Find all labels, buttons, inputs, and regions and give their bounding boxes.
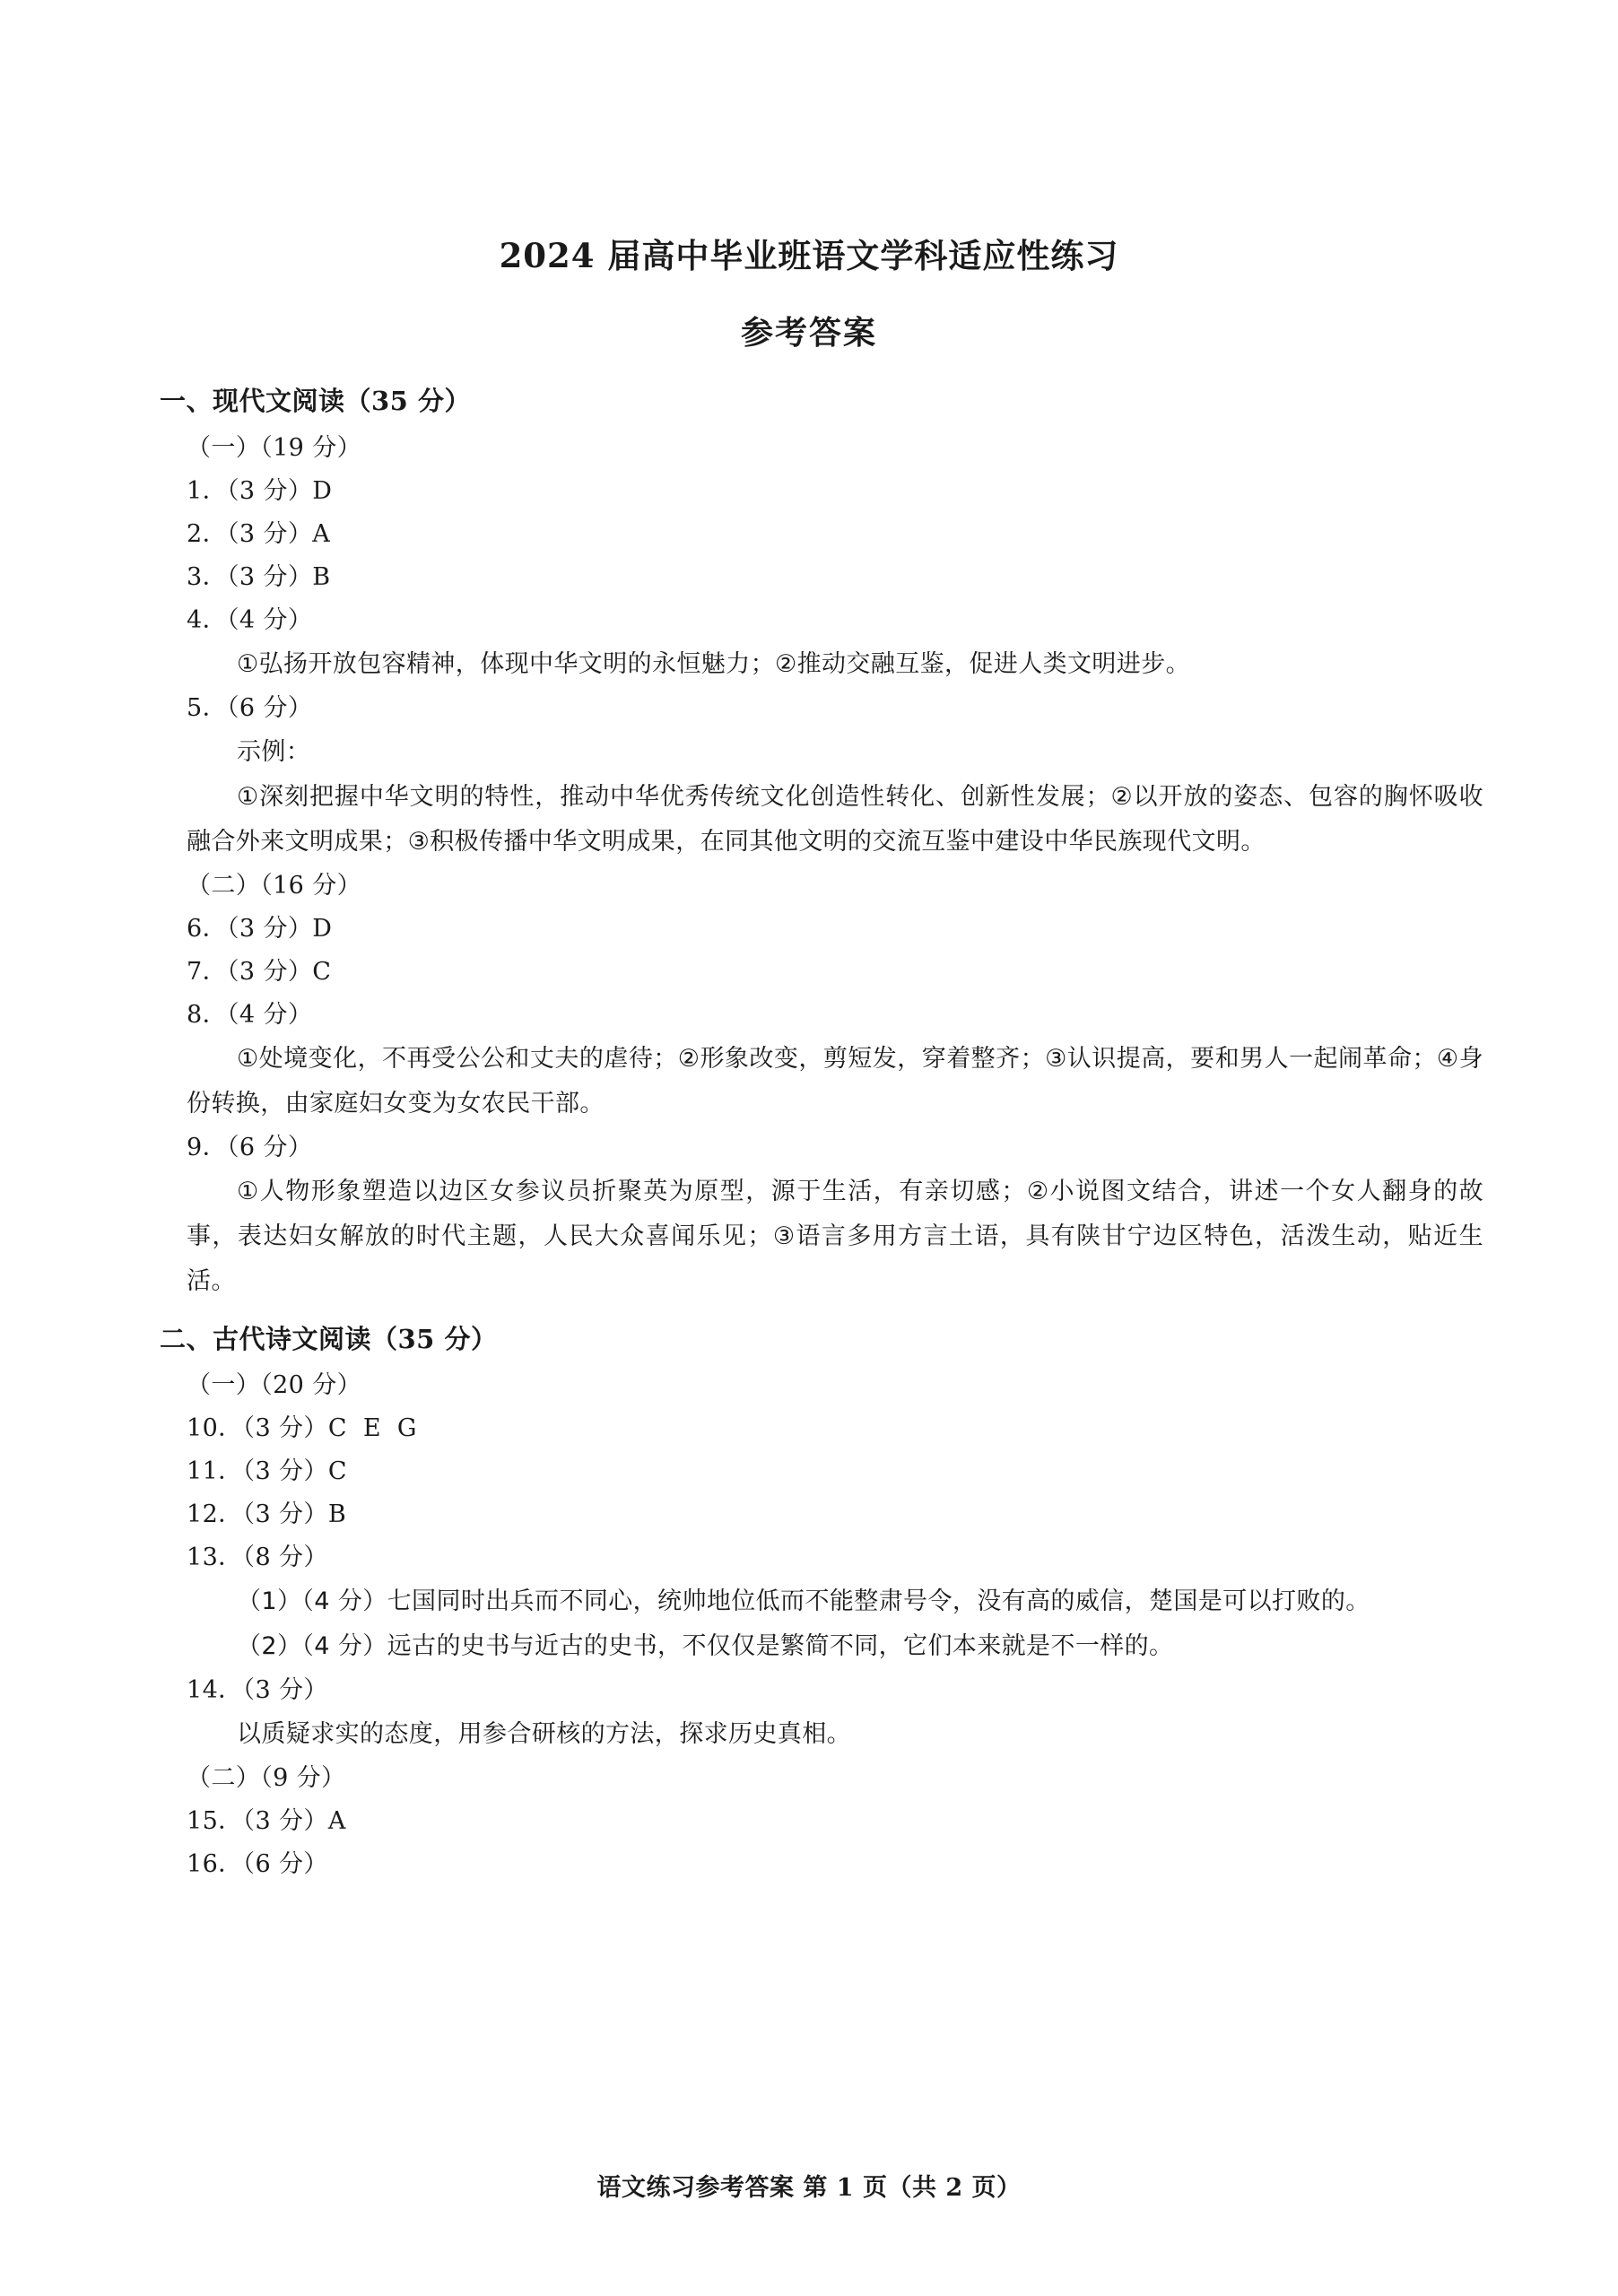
answer-line: 4．（4 分） — [187, 605, 313, 634]
section-heading: 一、现代文阅读（35 分） — [160, 386, 471, 416]
answer-line: （一）（20 分） — [187, 1371, 362, 1400]
answer-paragraph: （2）（4 分）远古的史书与近古的史书，不仅仅是繁简不同，它们本来就是不一样的。 — [237, 1632, 1174, 1661]
answer-line: 2．（3 分）A — [187, 519, 331, 548]
answer-line: 13．（8 分） — [187, 1544, 328, 1572]
section-modern-reading — [135, 378, 1483, 1304]
answer-line: 12．（3 分）B — [187, 1500, 347, 1529]
answer-paragraph: （1）（4 分）七国同时出兵而不同心，统帅地位低而不能整肃号令，没有高的威信，楚国是可以打败的。 — [237, 1587, 1370, 1616]
answer-line: （一）（19 分） — [187, 433, 362, 462]
answer-line: 9．（6 分） — [187, 1133, 313, 1161]
page-subtitle: 参考答案 — [740, 314, 877, 352]
answer-line: 8．（4 分） — [187, 1000, 313, 1029]
answer-content — [135, 378, 1483, 1886]
answer-paragraph: ①处境变化，不再受公公和丈夫的虐待；②形象改变，剪短发，穿着整齐；③认识提高，要和男人一起闹革命；④身份转换，由家庭妇女变为女农民干部。 — [187, 1044, 1483, 1118]
answer-line: 7．（3 分）C — [187, 957, 332, 986]
answer-paragraph: ①弘扬开放包容精神，体现中华文明的永恒魅力；②推动交融互鉴，促进人类文明进步。 — [237, 649, 1191, 678]
answer-paragraph: 示例： — [237, 737, 311, 766]
section-heading: 二、古代诗文阅读（35 分） — [160, 1323, 498, 1354]
page-title: 2024 届高中毕业班语文学科适应性练习 — [499, 236, 1119, 275]
answer-line: （二）（16 分） — [187, 871, 362, 900]
answer-paragraph: 以质疑求实的态度，用参合研核的方法，探求历史真相。 — [237, 1720, 851, 1749]
answer-paragraph: ①人物形象塑造以边区女参议员折聚英为原型，源于生活，有亲切感；②小说图文结合，讲述一个女人翻身的故事，表达妇女解放的时代主题，人民大众喜闻乐见；③语言多用方言土语，具有陕甘宁边区特色，活泼生动，贴近生活。 — [187, 1177, 1483, 1295]
answer-paragraph: ①深刻把握中华文明的特性，推动中华优秀传统文化创造性转化、创新性发展；②以开放的姿态、包容的胸怀吸收融合外来文明成果；③积极传播中华文明成果，在同其他文明的交流互鉴中建设中华民族现代文明。 — [187, 782, 1483, 856]
answer-line: 1．（3 分）D — [187, 476, 333, 505]
answer-line: 16．（6 分） — [187, 1850, 328, 1879]
answer-line: 6．（3 分）D — [187, 914, 333, 943]
answer-line: 5．（6 分） — [187, 693, 313, 722]
answer-line: （二）（9 分） — [187, 1764, 346, 1793]
section-classical-reading — [135, 1317, 1483, 1887]
answer-line: 14．（3 分） — [187, 1676, 328, 1705]
page-footer: 语文练习参考答案 第 1 页（共 2 页） — [596, 2174, 1022, 2202]
answer-line: 15．（3 分）A — [187, 1807, 346, 1836]
answer-line: 3．（3 分）B — [187, 562, 331, 591]
answer-line: 11．（3 分）C — [187, 1457, 347, 1486]
answer-line: 10．（3 分）C E G — [187, 1414, 417, 1443]
